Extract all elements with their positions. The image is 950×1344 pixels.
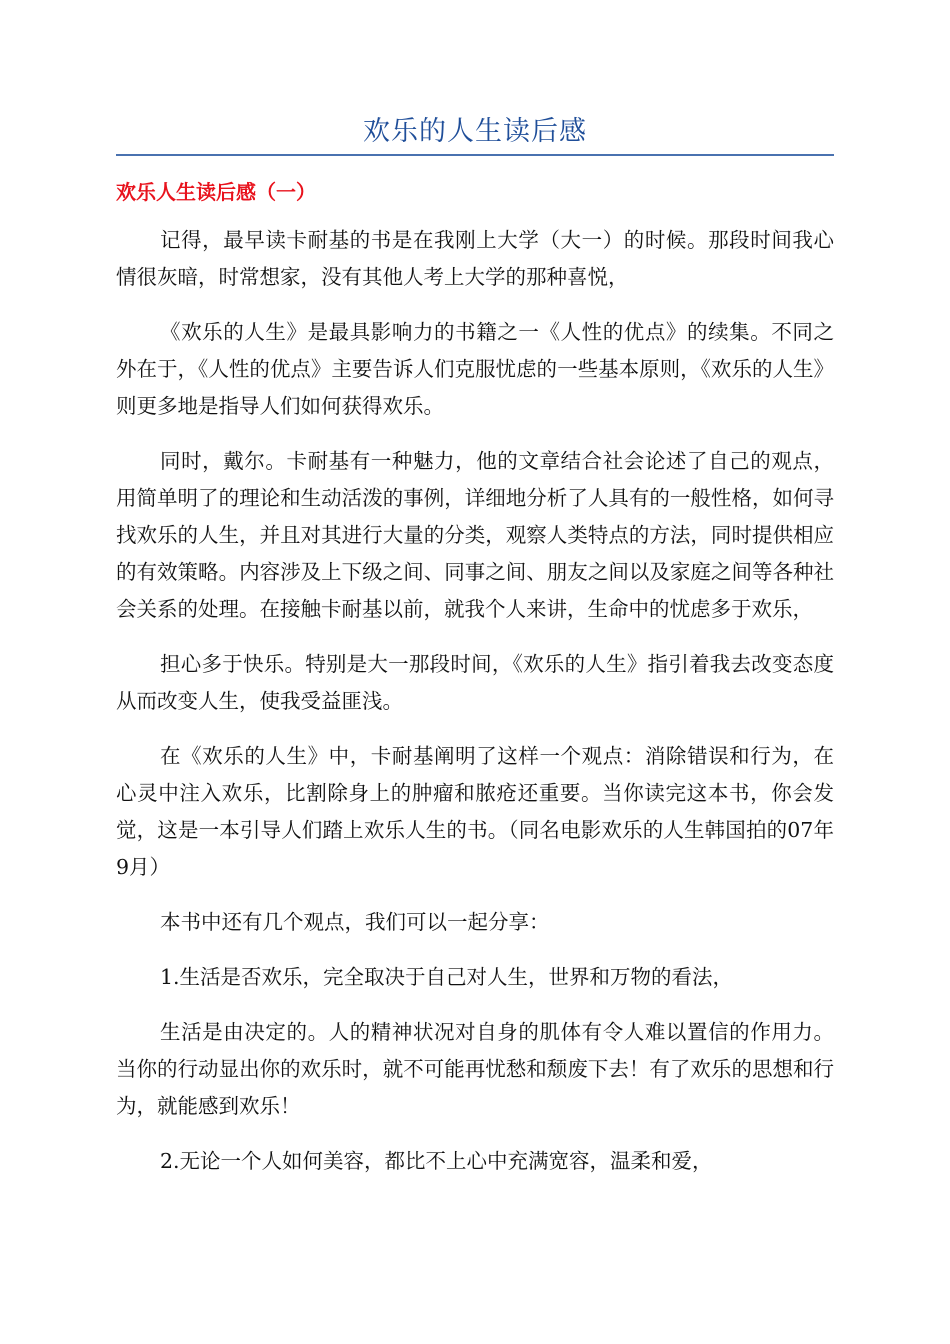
- paragraph: 记得，最早读卡耐基的书是在我刚上大学（大一）的时候。那段时间我心情很灰暗，时常想家，没有其他人考上大学的那种喜悦，: [116, 228, 834, 289]
- list-paragraph: 1.生活是否欢乐，完全取决于自己对人生，世界和万物的看法，: [160, 965, 734, 989]
- paragraph: 本书中还有几个观点，我们可以一起分享：: [160, 910, 550, 934]
- list-paragraph: 2.无论一个人如何美容，都比不上心中充满宽容，温柔和爱，: [160, 1149, 713, 1173]
- paragraph: 生活是由决定的。人的精神状况对自身的肌体有令人难以置信的作用力。当你的行动显出你的欢乐时，就不可能再忧愁和颓废下去！有了欢乐的思想和行为，就能感到欢乐！: [116, 1020, 834, 1118]
- paragraph: 担心多于快乐。特别是大一那段时间，《欢乐的人生》指引着我去改变态度从而改变人生，使我受益匪浅。: [116, 652, 834, 713]
- paragraph: 在《欢乐的人生》中，卡耐基阐明了这样一个观点：消除错误和行为，在心灵中注入欢乐，比割除身上的肿瘤和脓疮还重要。当你读完这本书，你会发觉，这是一本引导人们踏上欢乐人生的书。（同名电影欢乐的人生韩国拍的07年9月）: [116, 744, 834, 879]
- paragraph: 同时，戴尔。卡耐基有一种魅力，他的文章结合社会论述了自己的观点，用简单明了的理论和生动活泼的事例，详细地分析了人具有的一般性格，如何寻找欢乐的人生，并且对其进行大量的分类，观察人类特点的方法，同时提供相应的有效策略。内容涉及上下级之间、同事之间、朋友之间以及家庭之间等各种社会关系的处理。在接触卡耐基以前，就我个人来讲，生命中的忧虑多于欢乐，: [116, 449, 834, 621]
- document-body: [116, 222, 834, 1198]
- paragraph: 《欢乐的人生》是最具影响力的书籍之一《人性的优点》的续集。不同之外在于，《人性的优点》主要告诉人们克服忧虑的一些基本原则，《欢乐的人生》则更多地是指导人们如何获得欢乐。: [116, 320, 834, 418]
- document-title: 欢乐的人生读后感: [363, 116, 587, 147]
- title-underline: [116, 154, 834, 156]
- section-heading: 欢乐人生读后感（一）: [116, 180, 316, 204]
